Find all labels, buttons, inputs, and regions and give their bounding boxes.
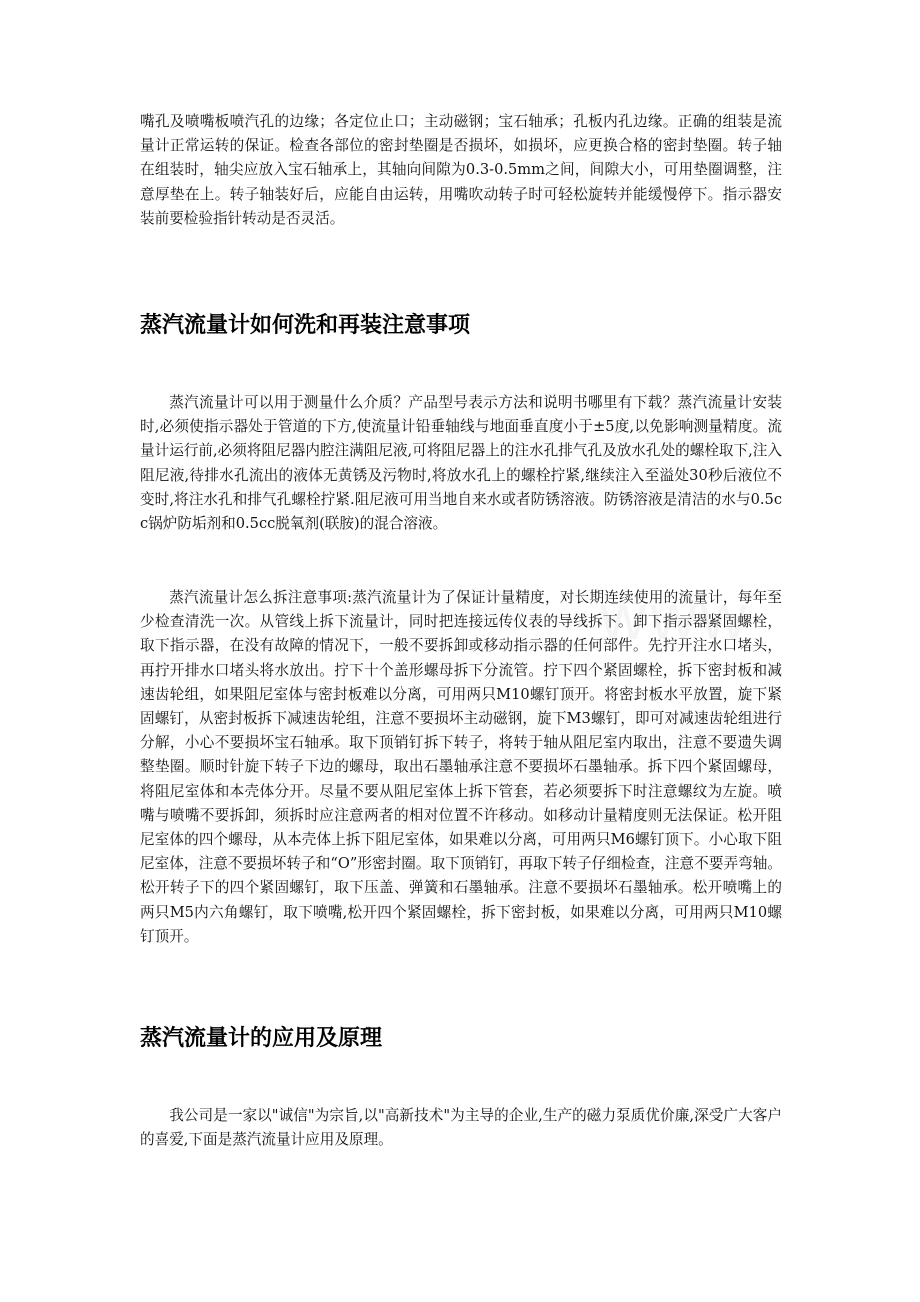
section1-paragraph-2: 蒸汽流量计怎么拆注意事项:蒸汽流量计为了保证计量精度，对长期连续使用的流量计，每年至少检查清洗一次。从管线上拆下流量计，同时把连接远传仪表的导线拆下。卸下指示器紧固螺栓，取下指示器，在没有故障的情况下，一般不要拆卸或移动指示器的任何部件。先拧开注水口堵头，再拧开排水口堵头将水放出。拧下十个盖形螺母拆下分流管。拧下四个紧固螺栓，拆下密封板和减速齿轮组，如果阻尼室体与密封板难以分离，可用两只M10螺钉顶开。将密封板水平放置，旋下紧固螺钉，从密封板拆下减速齿轮组，注意不要损坏主动磁钢，旋下M3螺钉，即可对减速齿轮组进行分解，小心不要损坏宝石轴承。取下顶销钉拆下转子，将转于轴从阻尼室内取出，注意不要遗失调整垫圈。顺时针旋下转子下边的螺母，取出石墨轴承注意不要损坏石墨轴承。拆下四个紧固螺母，将阻尼室体和本壳体分开。尽量不要从阻尼室体上拆下管套，若必须要拆下时注意螺纹为左旋。喷嘴与喷嘴不要拆卸，须拆时应注意两者的相对位置不许移动。如移动计量精度则无法保证。松开阻尼室体的四个螺母，从本壳体上拆下阻尼室体，如果难以分离，可用两只M6螺钉顶下。小心取下阻尼室体，注意不要损坏转子和“O”形密封圈。取下顶销钉，再取下转子仔细检查，注意不要弄弯轴。松开转子下的四个紧固螺钉，取下压盖、弹簧和石墨轴承。注意不要损坏石墨轴承。松开喷嘴上的两只M5内六角螺钉，取下喷嘴,松开四个紧固螺栓，拆下密封板，如果难以分离，可用两只M10螺钉顶开。 [140, 589, 782, 945]
intro-paragraph: 嘴孔及喷嘴板喷汽孔的边缘；各定位止口；主动磁钢；宝石轴承；孔板内孔边缘。正确的组装是流量计正常运转的保证。检查各部位的密封垫圈是否损坏，如损坏，应更换合格的密封垫圈。转子轴在组装时，轴尖应放入宝石轴承上，其轴向间隙为0.3-0.5mm之间，间隙大小，可用垫圈调整，注意厚垫在上。转子轴装好后，应能自由运转，用嘴吹动转子时可轻松旋转并能缓慢停下。指示器安装前要检验指针转动是否灵活。 [140, 113, 782, 227]
section-heading-application: 蒸汽流量计的应用及原理 [140, 1026, 383, 1051]
section-heading-cleaning: 蒸汽流量计如何洗和再装注意事项 [140, 313, 471, 338]
section1-paragraph-1: 蒸汽流量计可以用于测量什么介质？产品型号表示方法和说明书哪里有下载？蒸汽流量计安装时,必须使指示器处于管道的下方,使流量计铅垂轴线与地面垂直度小于±5度,以免影响测量精度。流量计运行前,必须将阻尼器内腔注满阻尼液,可将阻尼器上的注水孔排气孔及放水孔处的螺栓取下,注入阻尼液,待排水孔流出的液体无黄锈及污物时,将放水孔上的螺栓拧紧,继续注入至溢处30秒后液位不变时,将注水孔和排气孔螺栓拧紧.阻尼液可用当地自来水或者防锈溶液。防锈溶液是清洁的水与0.5cc锅炉防垢剂和0.5cc脱氧剂(联胺)的混合溶液。 [140, 394, 782, 533]
section2-paragraph-1: 我公司是一家以"诚信"为宗旨,以"高新技术"为主导的企业,生产的磁力泵质优价廉,深受广大客户的喜爱,下面是蒸汽流量计应用及原理。 [140, 1107, 782, 1149]
